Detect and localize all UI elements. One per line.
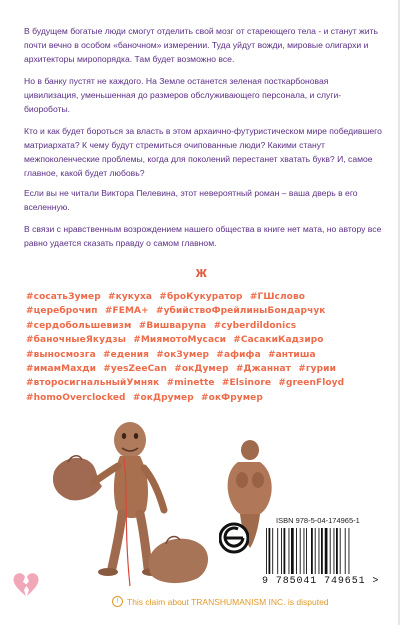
barcode-bar bbox=[284, 528, 286, 574]
blurb-paragraph-4: Если вы не читали Виктора Пелевина, этот невероятный роман – ваша дверь в его вселенную. bbox=[24, 188, 358, 212]
barcode-digits: 9 785041 749651 > bbox=[262, 576, 380, 587]
hashtag[interactable]: #cyberdildonics bbox=[213, 320, 297, 331]
barcode-bar bbox=[349, 528, 350, 574]
barcode-bar bbox=[330, 528, 331, 574]
barcode-bar bbox=[281, 528, 282, 574]
barcode bbox=[264, 528, 384, 576]
barcode-bar bbox=[319, 528, 320, 574]
hashtag[interactable]: #второсигнальныйУмняк bbox=[26, 378, 160, 389]
disputed-notice[interactable] bbox=[112, 596, 329, 607]
hashtag[interactable]: #антиша bbox=[267, 349, 316, 360]
barcode-bar bbox=[277, 528, 278, 574]
hashtag[interactable]: #окЗумер bbox=[156, 349, 210, 360]
hashtag[interactable]: #выносмозга bbox=[26, 349, 96, 360]
barcode-bar bbox=[345, 528, 346, 574]
hashtag[interactable]: #баночныеЯкудзы bbox=[26, 335, 126, 346]
hashtag[interactable]: #Джаннат bbox=[235, 364, 291, 375]
barcode-bar bbox=[325, 528, 328, 574]
hashtag[interactable]: #yesZeeCan bbox=[103, 364, 167, 375]
hashtag[interactable]: #окДумер bbox=[174, 364, 229, 375]
hashtag[interactable]: #FEMA+ bbox=[104, 306, 149, 317]
barcode-bar bbox=[272, 528, 273, 574]
barcode-bar bbox=[336, 528, 338, 574]
hashtag[interactable]: #Вишварупа bbox=[138, 320, 207, 331]
hashtag[interactable]: #имамМахди bbox=[26, 364, 97, 375]
barcode-bar bbox=[296, 528, 297, 574]
hashtag[interactable]: #броКукуратор bbox=[159, 292, 243, 302]
hashtag[interactable]: #сосатьЗумер bbox=[26, 292, 101, 302]
blurb-paragraph-5: В связи с нравственным возрождением нашего общества в книге нет мата, но автору все равно удается сказать правду о самом главном. bbox=[24, 224, 382, 248]
disputed-notice-text: This claim about TRANSHUMANISM INC. is disputed bbox=[127, 596, 329, 607]
barcode-bar bbox=[311, 528, 313, 574]
hashtag[interactable]: #афифа bbox=[216, 349, 261, 360]
blurb-paragraph-1: В будущем богатые люди смогут отделить свой мозг от стареющего тела - и станут жить почти вечно в особом «баночном» измерении. Туда уйдут вожди, мировые олигархи и архитекторы миропорядка. Там будет возможно все. bbox=[24, 26, 379, 64]
hashtag[interactable]: #окДрумер bbox=[132, 392, 194, 403]
blurb-paragraph-3: Кто и как будет бороться за власть в этом архаично-футуристическом мире победившего матриархата? К чему будут стремиться очипованные люди? Какими станут межпоколенческие проблемы, когда для поколений перестанет хватать букв? И, самое главное, какой будет любовь? bbox=[24, 126, 382, 178]
hashtag-cloud bbox=[26, 290, 386, 405]
barcode-bar bbox=[304, 528, 305, 574]
hashtag[interactable]: #сердобольшевизм bbox=[26, 320, 132, 331]
hashtag[interactable]: #homoOverclocked bbox=[26, 392, 126, 403]
hashtag[interactable]: #окФрумер bbox=[201, 392, 263, 403]
hashtag[interactable]: #Elsinore bbox=[221, 378, 272, 389]
isbn-label: ISBN 978-5-04-174965-1 bbox=[276, 516, 360, 525]
barcode-bar bbox=[306, 528, 307, 574]
barcode-bar bbox=[266, 528, 267, 574]
hashtag[interactable]: #едения bbox=[103, 349, 150, 360]
barcode-bar bbox=[291, 528, 294, 574]
warning-icon: ! bbox=[112, 596, 123, 607]
hashtag[interactable]: #гурии bbox=[298, 364, 336, 375]
hashtag[interactable]: #greenFloyd bbox=[278, 378, 345, 389]
barcode-bar bbox=[269, 528, 271, 574]
hashtag[interactable]: #цереброчип bbox=[26, 306, 98, 317]
hashtag[interactable]: #кукуха bbox=[107, 292, 153, 302]
broken-heart-icon[interactable] bbox=[12, 572, 40, 598]
barcode-bar bbox=[300, 528, 301, 574]
barcode-bar bbox=[340, 528, 341, 574]
hashtag[interactable]: #убийствоФрейлиныБондарчук bbox=[155, 306, 326, 317]
hashtag[interactable]: #МиямотоМусаси bbox=[133, 335, 227, 346]
hashtag[interactable]: #minette bbox=[166, 378, 215, 389]
hashtag[interactable]: #ГШслово bbox=[249, 292, 306, 302]
barcode-bar bbox=[289, 528, 290, 574]
barcode-bar bbox=[315, 528, 316, 574]
barcode-bar bbox=[334, 528, 335, 574]
clay-figures-illustration bbox=[50, 410, 280, 590]
blurb-paragraph-2: Но в банку пустят не каждого. На Земле останется зеленая посткарбоновая цивилизация, уменьшенная до размеров обслуживающего персонала, и слуги-биороботы. bbox=[24, 76, 342, 114]
separator-glyph: ж bbox=[196, 264, 207, 281]
barcode-bar bbox=[321, 528, 323, 574]
mirror-e-logo bbox=[219, 519, 249, 557]
hashtag[interactable]: #СасакиКадзиро bbox=[233, 335, 324, 346]
